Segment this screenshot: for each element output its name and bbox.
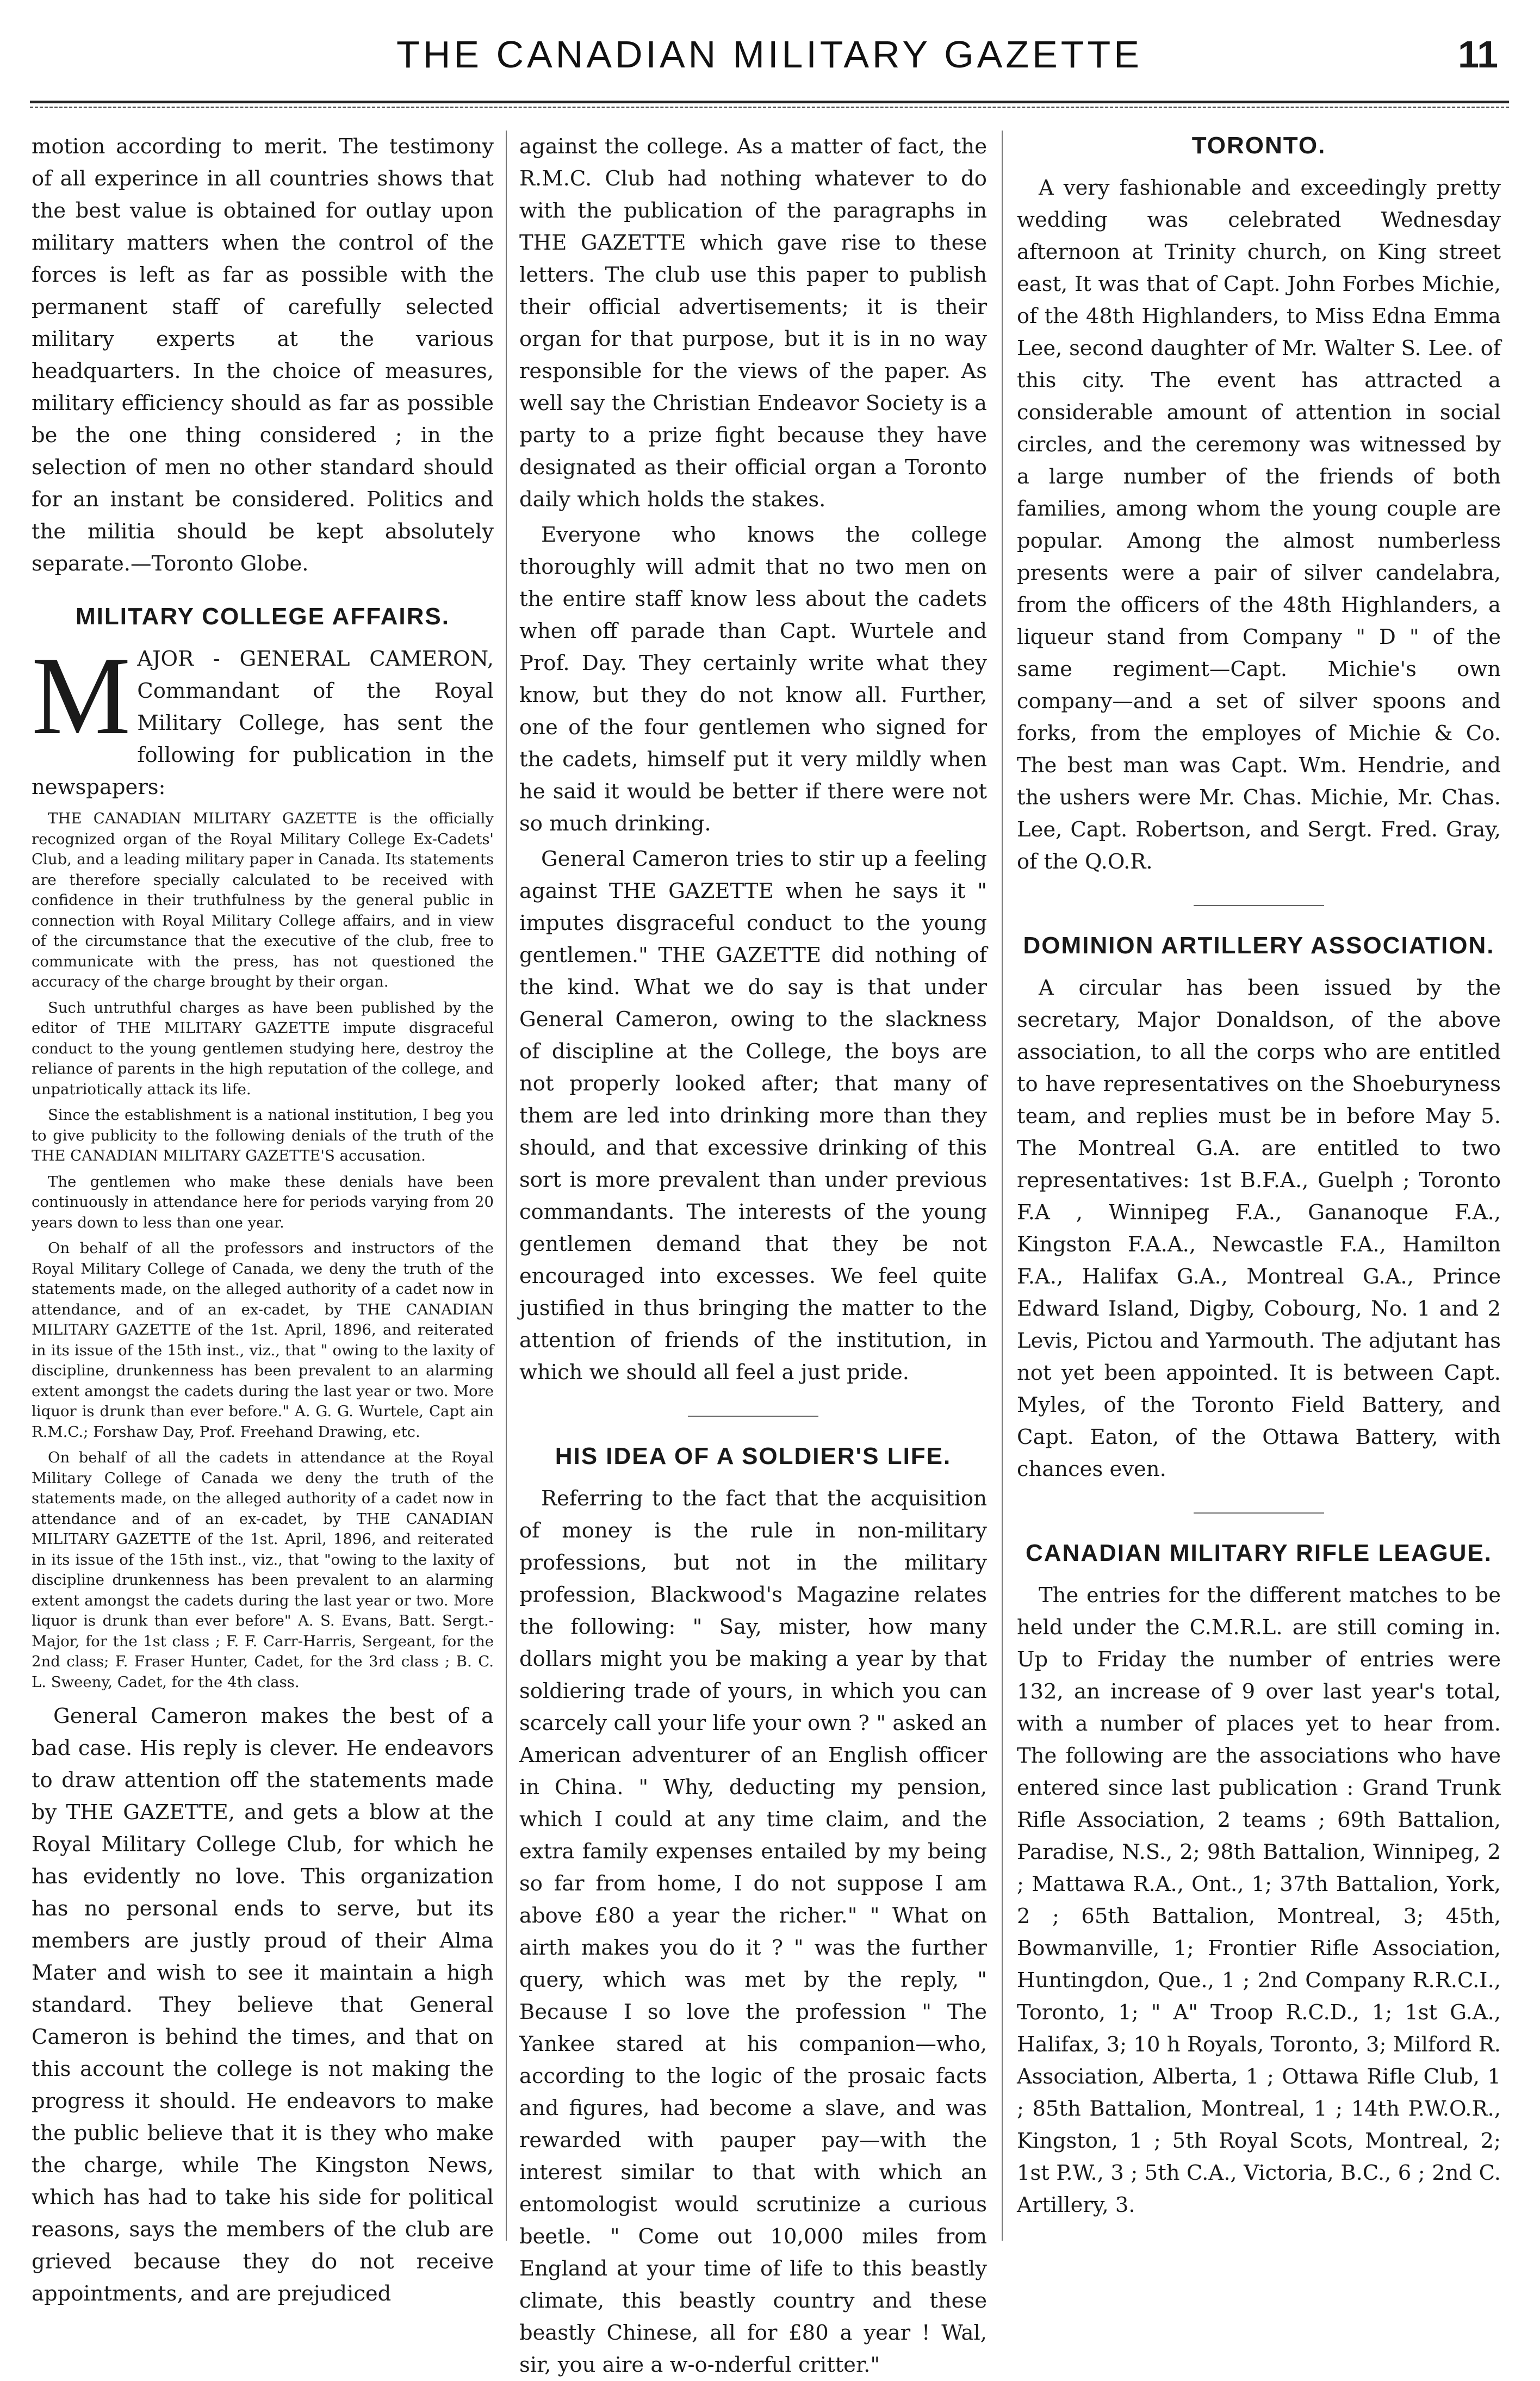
letter-paragraph: On behalf of all the cadets in attendance at the Royal Military College of Canada we deny the truth of the statements made, on the alleged authority of a cadet now in attendance and of an ex-cadet, by THE CANADIAN MILITARY GAZETTE of the 1st. April, 1896, and reiterated in its issue of the 15th inst., viz., that "owing to the laxity of discipline drunkenness has been prevalent to an alarming extent amongst the cadets during the last year or two. More liquor is drunk than ever before" A. S. Evans, Batt. Sergt.-Major, for the 1st class ; F. F. Carr-Harris, Sergeant, for the 2nd class; F. Fraser Hunter, Cadet, for the 3rd class ; B. C. L. Sweeny, Cadet, for the 4th class. xyxy=(32,1449,494,1691)
article-intro xyxy=(32,634,494,803)
section-separator xyxy=(1194,905,1324,906)
drop-cap: M xyxy=(32,634,131,758)
column-divider xyxy=(506,131,507,2241)
letter-paragraph: The gentlemen who make these denials have been continuously in attendance here for periods varying from 20 years down to less than one year. xyxy=(32,1173,494,1231)
header-rule xyxy=(30,101,1509,103)
headline-artillery-association: DOMINION ARTILLERY ASSOCIATION. xyxy=(1023,932,1495,959)
paragraph: Everyone who knows the college thoroughly will admit that no two men on the entire staff know less about the cadets when off parade than Capt. Wurtele and Prof. Day. They certainly write what they know, but they do not know all. Further, one of the four gentlemen who signed for the cadets, himself put it very mildly when he said it would be better if there were not so much drinking. xyxy=(519,523,987,836)
column-divider xyxy=(1002,131,1003,2241)
paragraph: General Cameron tries to stir up a feeling against THE GAZETTE when he says it " imputes disgraceful conduct to the young gentlemen." THE GAZETTE did nothing of the kind. What we do say is that under General Cameron, owing to the slackness of discipline at the College, the boys are not properly looked after; that many of them are led into drinking more than they should, and that excessive drinking of this sort is more prevalent than under previous commandants. The interests of the young gentlemen demand that they be not encouraged into excesses. We feel quite justified in thus bringing the matter to the attention of friends of the institution, in which we should all feel a just pride. xyxy=(519,847,987,1385)
headline-toronto: TORONTO. xyxy=(1191,132,1326,159)
page-header xyxy=(30,33,1509,92)
paragraph: A very fashionable and exceedingly pretty wedding was celebrated Wednesday afternoon at Trinity church, on King street east, It was that of Capt. John Forbes Michie, of the 48th Highlanders, to Miss Edna Emma Lee, second daughter of Mr. Walter S. Lee. of this city. The event has attracted a considerable amount of attention in social circles, and the ceremony was witnessed by a large number of the friends of both families, among whom the young couple are popular. Among the almost numberless presents were a pair of silver candelabra, from the officers of the 48th Highlanders, a liqueur stand from Company " D " of the same regiment—Capt. Michie's own company—and a set of silver spoons and forks, from the employes of Michie & Co. The best man was Capt. Wm. Hendrie, and the ushers were Mr. Chas. Michie, Mr. Chas. Lee, Capt. Robertson, and Sergt. Fred. Gray, of the Q.O.R. xyxy=(1017,176,1501,874)
column-2 xyxy=(519,131,987,2377)
paragraph: against the college. As a matter of fact, the R.M.C. Club had nothing whatever to do with the publication of the paragraphs in THE GAZETTE which gave rise to these letters. The club use this paper to publish their official advertisements; it is their organ for that purpose, but it is in no way responsible for the views of the paper. As well say the Christian Endeavor Society is a party to a prize fight because they have designated as their official organ a Toronto daily which holds the stakes. xyxy=(519,134,987,512)
masthead-title: THE CANADIAN MILITARY GAZETTE xyxy=(396,33,1142,76)
headline-rifle-league: CANADIAN MILITARY RIFLE LEAGUE. xyxy=(1025,1540,1493,1566)
letter-paragraph: Since the establishment is a national institution, I beg you to give publicity to the following denials of the truth of the THE CANADIAN MILITARY GAZETTE'S accusation. xyxy=(32,1106,494,1164)
paragraph: Referring to the fact that the acquisition of money is the rule in non-military professions, but not in the military profession, Blackwood's Magazine relates the following: " Say, mister, how many dollars might you be making a year by that soldiering trade of yours, in which you can scarcely call your life your own ? " asked an American adventurer of an English officer in China. " Why, deducting my pension, which I could at any time claim, and the extra family expenses entailed by my being so far from home, I do not suppose I am above £80 a year the richer." " What on airth makes you do it ? " was the further query, which was met by the reply, " Because I so love the profession " The Yankee stared at his companion—who, according to the logic of the prosaic facts and figures, had become a slave, and was rewarded with pauper pay—with the interest similar to that with which an entomologist would scrutinize a curious beetle. " Come out 10,000 miles from England at your time of life to this beastly climate, this beastly country and these beastly Chinese, all for £80 a year ! Wal, sir, you aire a w-o-nderful critter." xyxy=(519,1486,987,2377)
quoted-letter xyxy=(32,809,494,1692)
letter-paragraph: THE CANADIAN MILITARY GAZETTE is the officially recognized organ of the Royal Military College Ex-Cadets' Club, and a leading military paper in Canada. Its statements are therefore specially calculated to be received with confidence in their truthfulness by the general public in connection with Royal Military College affairs, and in view of the circumstance that the executive of the club, free to communicate with the press, has not questioned the accuracy of the charge brought by their organ. xyxy=(32,810,494,990)
headline-soldiers-life: HIS IDEA OF A SOLDIER'S LIFE. xyxy=(555,1443,952,1469)
section-separator xyxy=(1194,1512,1324,1514)
header-dashed-rule xyxy=(30,107,1509,108)
paragraph: The entries for the different matches to be held under the C.M.R.L. are still coming in. Up to Friday the number of entries were 132, an increase of 9 over last year's total, with a number of places yet to hear from. The following are the associations who have entered since last publication : Grand Trunk Rifle Association, 2 teams ; 69th Battalion, Paradise, N.S., 2; 98th Battalion, Winnipeg, 2 ; Mattawa R.A., Ont., 1; 37th Battalion, York, 2 ; 65th Battalion, Montreal, 3; 45th, Bowmanville, 1; Frontier Rifle Association, Huntingdon, Que., 1 ; 2nd Company R.R.C.I., Toronto, 1; " A" Troop R.C.D., 1; 1st G.A., Halifax, 3; 10 h Royals, Toronto, 3; Milford R. Association, Alberta, 1 ; Ottawa Rifle Club, 1 ; 85th Battalion, Montreal, 1 ; 14th P.W.O.R., Kingston, 1 ; 5th Royal Scots, Montreal, 2; 1st P.W., 3 ; 5th C.A., Victoria, B.C., 6 ; 2nd C. Artillery, 3. xyxy=(1017,1583,1501,2217)
headline-military-college-affairs: MILITARY COLLEGE AFFAIRS. xyxy=(76,603,450,630)
letter-paragraph: Such untruthful charges as have been published by the editor of THE MILITARY GAZETTE impute disgraceful conduct to the young gentlemen studying here, destroy the reliance of parents in the high reputation of the college, and unpatriotically attack its life. xyxy=(32,999,494,1098)
paragraph: motion according to merit. The testimony of all experince in all countries shows that the best value is obtained for outlay upon military matters when the control of the forces is left as far as possible with the permanent staff of carefully selected military experts at the various headquarters. In the choice of measures, military efficiency should as far as possible be the one thing considered ; in the selection of men no other standard should for an instant be considered. Politics and the militia should be kept absolutely separate.—Toronto Globe. xyxy=(32,134,494,576)
intro-text: AJOR - GENERAL CAMERON, Commandant of the Royal Military College, has sent the following for publication in the newspapers: xyxy=(32,647,494,799)
paragraph: General Cameron makes the best of a bad case. His reply is clever. He endeavors to draw attention off the statements made by THE GAZETTE, and gets a blow at the Royal Military College Club, for which he has evidently no love. This organization has no personal ends to serve, but its members are justly proud of their Alma Mater and wish to see it maintain a high standard. They believe that General Cameron is behind the times, and that on this account the college is not making the progress it should. He endeavors to make the public believe that it is they who make the charge, while The Kingston News, which has had to take his side for political reasons, says the members of the club are grieved because they do not receive appointments, and are prejudiced xyxy=(32,1704,494,2306)
page-number: 11 xyxy=(1458,33,1498,76)
column-1 xyxy=(32,131,494,2306)
section-separator xyxy=(688,1416,818,1417)
paragraph: A circular has been issued by the secretary, Major Donaldson, of the above association, to all the corps who are entitled to have representatives on the Shoeburyness team, and replies must be in before May 5. The Montreal G.A. are entitled to two representatives: 1st B.F.A., Guelph ; Toronto F.A , Winnipeg F.A., Gananoque F.A., Kingston F.A.A., Newcastle F.A., Hamilton F.A., Halifax G.A., Montreal G.A., Prince Edward Island, Digby, Cobourg, No. 1 and 2 Levis, Pictou and Yarmouth. The adjutant has not yet been appointed. It is between Capt. Myles, of the Toronto Field Battery, and Capt. Eaton, of the Ottawa Battery, with chances even. xyxy=(1017,976,1501,1481)
letter-paragraph: On behalf of all the professors and instructors of the Royal Military College of Canada, we deny the truth of the statements made, on the alleged authority of a cadet now in attendance, and of an ex-cadet, by THE CANADIAN MILITARY GAZETTE of the 1st. April, 1896, and reiterated in its issue of the 15th inst., viz., that " owing to the laxity of discipline, drunkenness has been prevalent to an alarming extent amongst the cadets during the last year or two. More liquor is drunk than ever before." A. G. G. Wurtele, Capt ain R.M.C.; Forshaw Day, Prof. Freehand Drawing, etc. xyxy=(32,1239,494,1441)
column-3 xyxy=(1017,131,1501,2252)
